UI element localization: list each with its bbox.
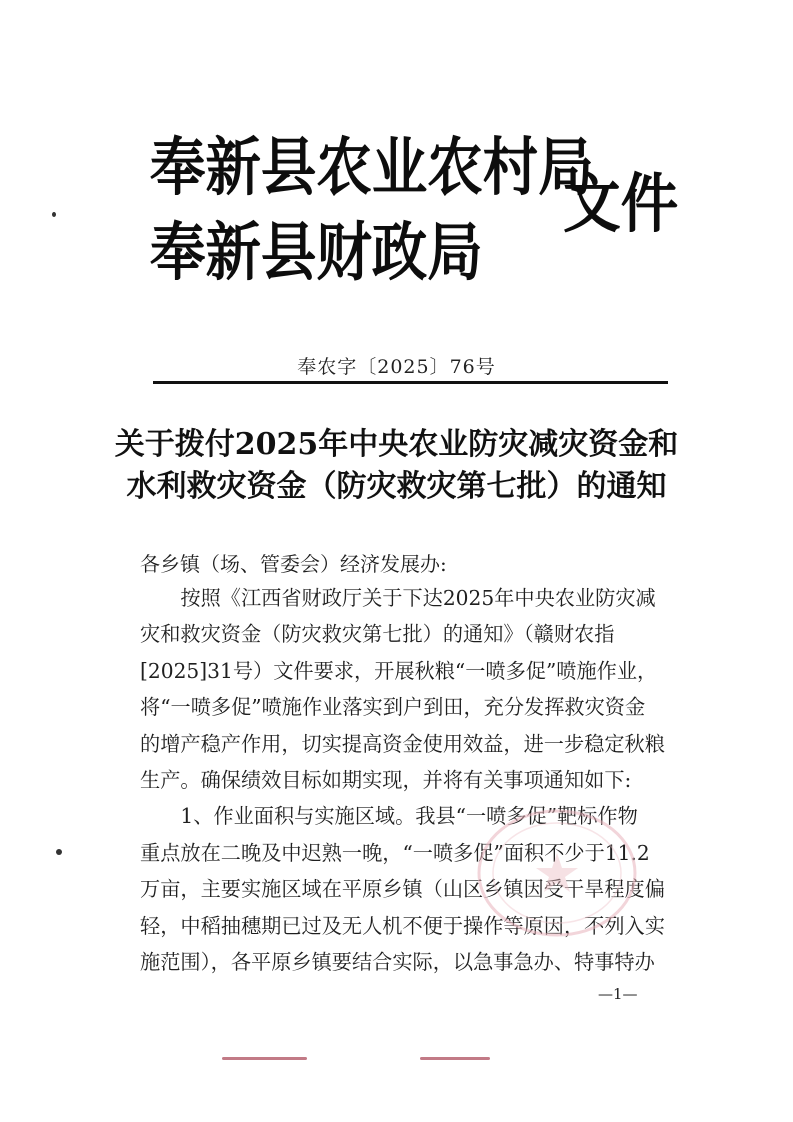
body-text — [140, 580, 670, 980]
body-line: 轻，中稻抽穗期已过及无人机不便于操作等原因，不列入实 — [140, 913, 665, 938]
body-line: 的增产稳产作用，切实提高资金使用效益，进一步稳定秋粮 — [140, 731, 665, 756]
body-line: 1、作业面积与实施区域。我县“一喷多促”靶标作物 — [140, 804, 638, 829]
header-divider — [153, 381, 668, 384]
scan-mark — [222, 1057, 307, 1060]
scan-speck — [56, 849, 62, 855]
body-line: 生产。确保绩效目标如期实现，并将有关事项通知如下: — [140, 767, 632, 792]
body-line: 将“一喷多促”喷施作业落实到户到田，充分发挥救灾资金 — [140, 695, 646, 720]
issuer-line-1: 奉新县农业农村局 — [150, 131, 594, 204]
document-title-line-1: 关于拨付2025年中央农业防灾减灾资金和 — [114, 427, 679, 462]
page-number: —1— — [598, 985, 638, 1003]
body-line: 万亩，主要实施区域在平原乡镇（山区乡镇因受干旱程度偏 — [140, 877, 665, 902]
document-kind: 文件 — [563, 168, 679, 242]
body-line: 重点放在二晚及中迟熟一晚，“一喷多促”面积不少于11.2 — [140, 840, 650, 865]
issuer-line-2: 奉新县财政局 — [150, 216, 483, 289]
document-title-line-2: 水利救灾资金（防灾救灾第七批）的通知 — [126, 469, 667, 504]
salutation: 各乡镇（场、管委会）经济发展办: — [140, 552, 447, 576]
scan-speck — [52, 212, 56, 217]
body-line: 施范围），各平原乡镇要结合实际，以急事急办、特事特办 — [140, 949, 655, 974]
scan-mark — [420, 1057, 490, 1060]
body-line: 灾和救灾资金（防灾救灾第七批）的通知》（赣财农指 — [140, 622, 615, 647]
document-number: 奉农字〔2025〕76号 — [297, 356, 496, 378]
body-line: [2025]31号）文件要求，开展秋粮“一喷多促”喷施作业， — [140, 658, 658, 683]
body-line: 按照《江西省财政厅关于下达2025年中央农业防灾减 — [140, 586, 656, 610]
